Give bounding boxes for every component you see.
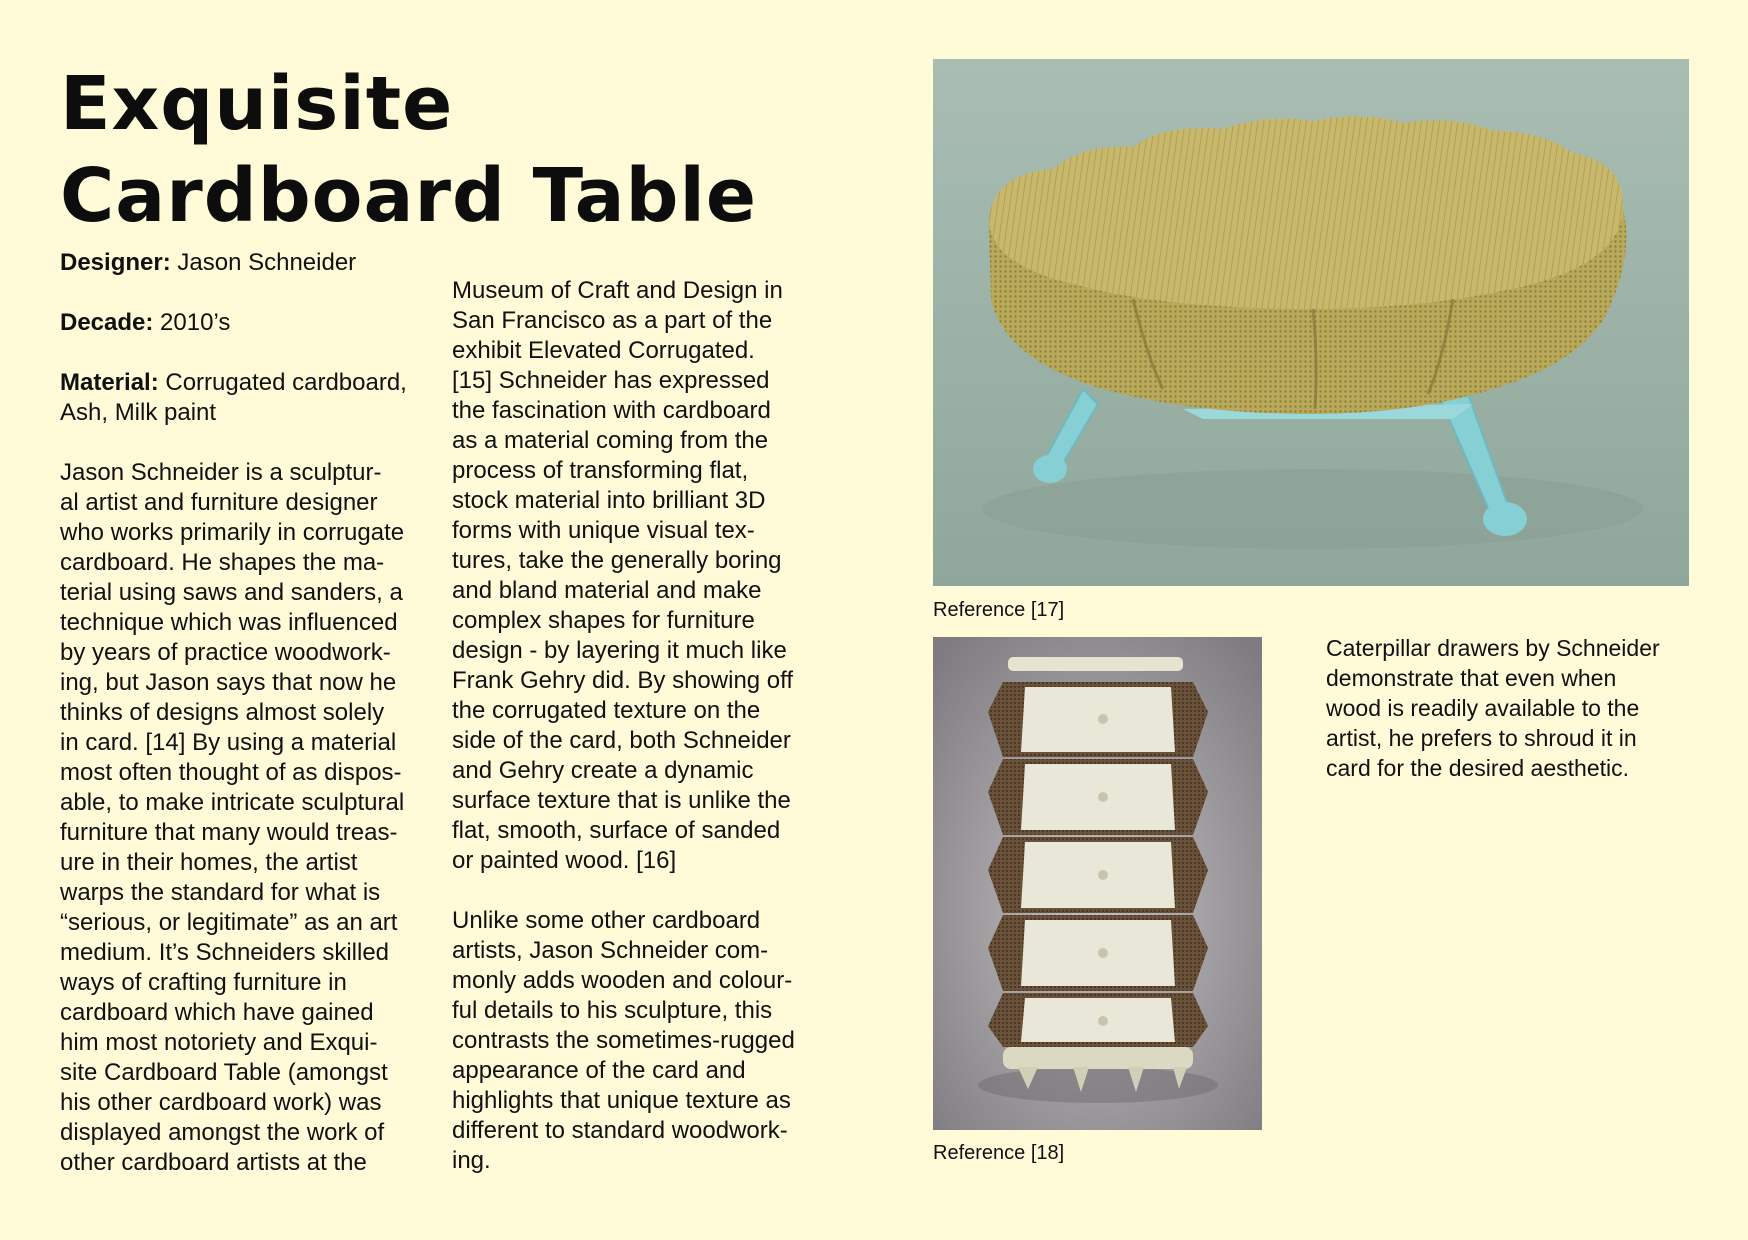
body-column-1: Jason Schneider is a sculptur- al artist and furniture designer who works primarily in corrugate cardboard. He shapes the ma- terial using saws and sanders, a technique which was influenced by years of practice woodwork- ing, but Jason says that now he thinks of designs almost solely in card. [14] By using a material most often thought of as dispos- able, to make intricate sculptural furniture that many would treas- ure in their homes, the artist warps the standard for what is “serious, or legitimate” as an art medium. It’s Schneiders skilled ways of crafting furniture in cardboard which have gained him most notoriety and Exqui- site Cardboard Table (amongst his other cardboard work) was displayed amongst the work of other cardboard artists at the [60,459,405,1176]
designer-line [60,248,440,278]
figure2-caption: Reference [18] [933,1142,1065,1164]
body-column-2: Museum of Craft and Design in San Francisco as a part of the exhibit Elevated Corrugated. [15] Schneider has expressed the fascination with cardboard as a material coming from the process of transforming flat, stock material into brilliant 3D forms with unique visual tex- tures, take the generally boring and bland material and make complex shapes for furniture design - by layering it much like Frank Gehry did. By showing off the corrugated texture on the side of the card, both Schneider and Gehry create a dynamic surface texture that is unlike the flat, smooth, surface of sanded or painted wood. [16] [452,277,794,874]
decade-label: Decade: [60,309,154,336]
material-value: Corrugated cardboard, Ash, Milk paint [60,369,407,426]
table-illustration [933,59,1689,586]
decade-value: 2010’s [160,309,231,336]
table-photo [933,59,1689,586]
page-title: Exquisite Cardboard Table [60,61,758,239]
decade-line [60,308,440,338]
drawers-illustration [933,637,1262,1130]
designer-value: Jason Schneider [177,249,357,276]
material-label: Material: [60,369,159,396]
designer-label: Designer: [60,249,171,276]
material-line [60,368,440,428]
drawers-photo [933,637,1262,1130]
side-caption: Caterpillar drawers by Schneider demonstrate that even when wood is readily available to the artist, he prefers to shroud it in card for the desired aesthetic. [1326,635,1660,781]
body-column-2b: Unlike some other cardboard artists, Jason Schneider com- monly adds wooden and colour- ful details to his sculpture, this contrasts the sometimes-rugged appearance of the card and highlights that unique texture as different to standard woodwork- ing. [452,907,795,1174]
figure1-caption: Reference [17] [933,599,1065,621]
